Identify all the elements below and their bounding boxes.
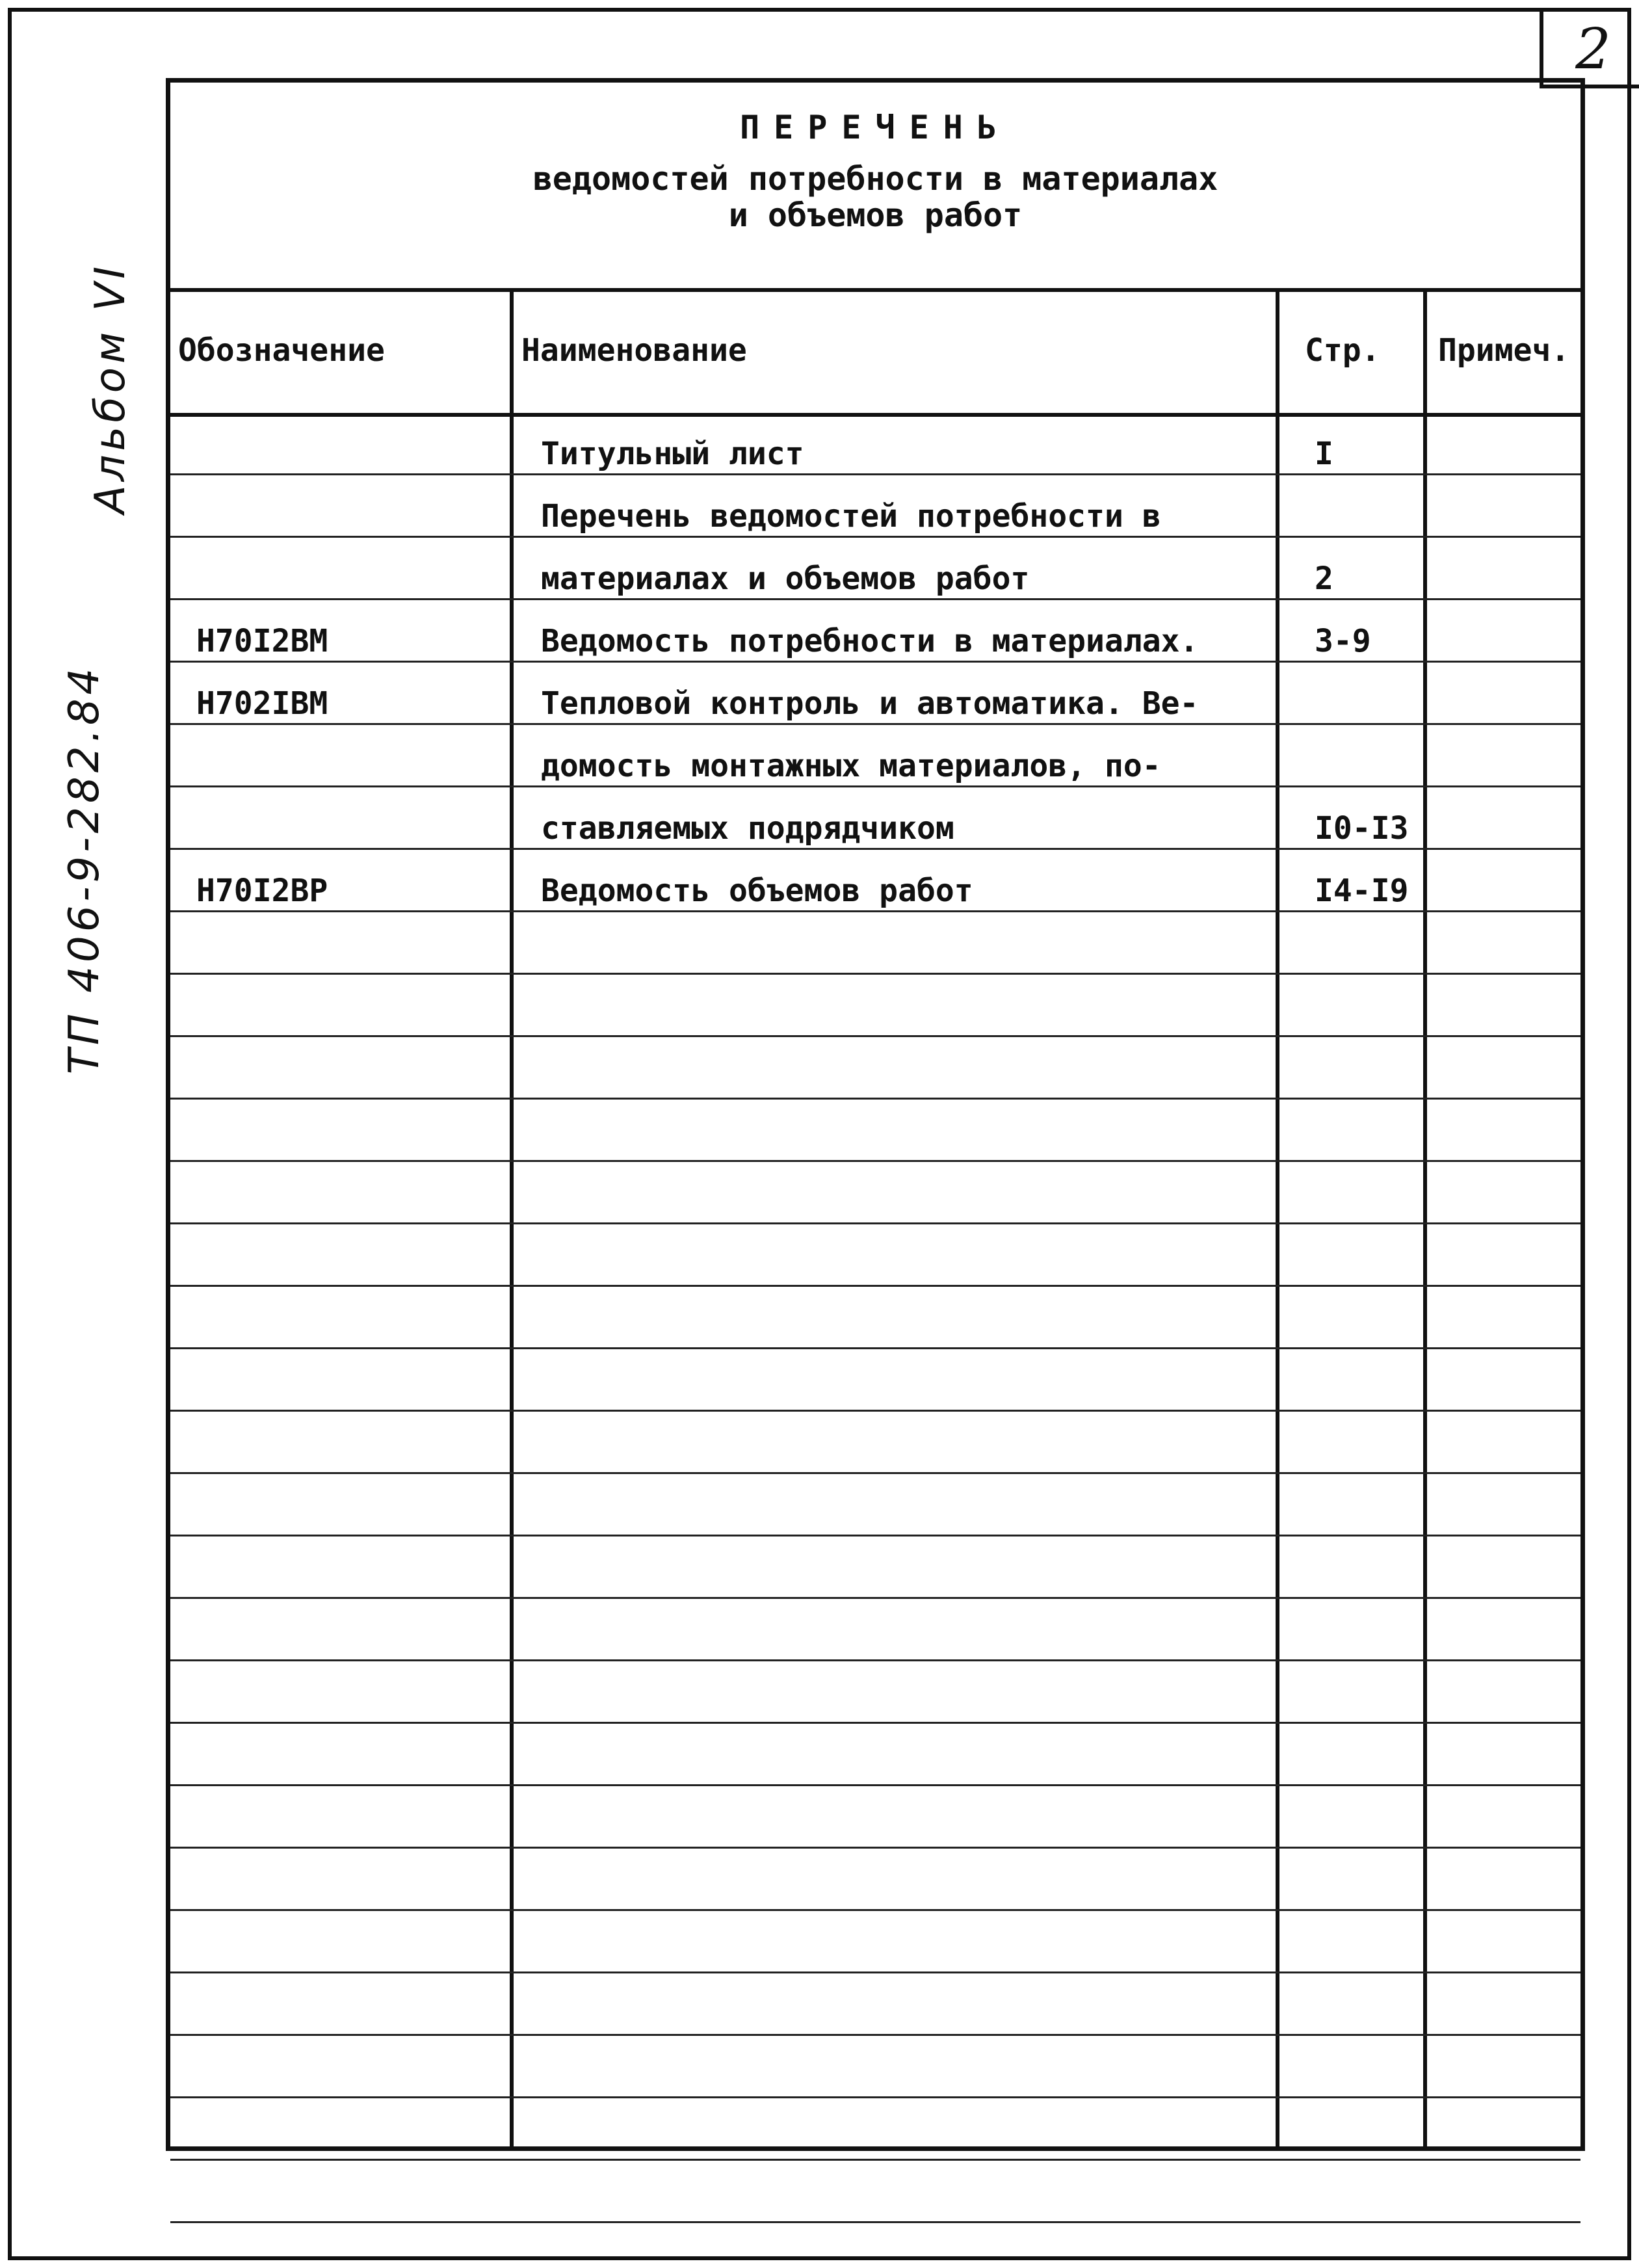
cell-name: домость монтажных материалов, по- [541,748,1161,784]
table-row [170,1224,1580,1287]
table-row [170,1349,1580,1412]
table-row [170,1973,1580,2036]
table-row [170,538,1580,600]
cell-name: Перечень ведомостей потребности в [541,498,1161,534]
cell-designation: Н70I2ВР [196,873,328,909]
cell-name: материалах и объемов работ [541,560,1030,597]
cell-name: ставляемых подрядчиком [541,810,954,847]
table-row [170,1100,1580,1162]
document-subtitle [170,161,1580,233]
page-number: 2 [1575,17,1611,82]
cell-name: Ведомость потребности в материалах. [541,623,1199,659]
column-header-designation: Обозначение [178,332,385,369]
document-header [170,83,1580,292]
cell-name: Титульный лист [541,436,804,472]
table-row [170,725,1580,787]
cell-page: I [1315,436,1333,472]
table-row [170,475,1580,538]
cell-page: 2 [1315,560,1333,597]
table-row [170,1412,1580,1474]
subtitle-line-2: и объемов работ [728,196,1023,234]
table-row [170,663,1580,725]
cell-name: Ведомость объемов работ [541,873,973,909]
table-row [170,1287,1580,1349]
table-row [170,413,1580,475]
table-row [170,787,1580,850]
project-code-label: ТП 406-9-282.84 [60,664,109,1075]
table-row [170,912,1580,975]
document-table [166,78,1585,2151]
column-header-name: Наименование [521,332,747,369]
cell-page: I0-I3 [1315,810,1409,847]
table-row [170,1474,1580,1536]
column-header-note: Примеч. [1438,332,1570,369]
table-row [170,1849,1580,1911]
cell-designation: Н702IВМ [196,685,328,722]
table-row [170,1599,1580,1661]
cell-page: 3-9 [1315,623,1371,659]
album-label: Альбом VI [86,262,135,514]
table-row [170,2098,1580,2161]
table-body [170,413,1580,2146]
column-header-page: Стр. [1305,332,1380,369]
cell-name: Тепловой контроль и автоматика. Ве- [541,685,1199,722]
table-row [170,850,1580,912]
table-row [170,2036,1580,2098]
table-row [170,1037,1580,1100]
table-row [170,1786,1580,1849]
table-row [170,1661,1580,1724]
table-row [170,975,1580,1037]
table-row [170,1911,1580,1973]
page-number-box [1540,12,1639,88]
cell-designation: Н70I2ВМ [196,623,328,659]
column-headers [170,288,1580,417]
table-row [170,600,1580,663]
table-row [170,1536,1580,1599]
table-row [170,1162,1580,1224]
table-row [170,1724,1580,1786]
cell-page: I4-I9 [1315,873,1409,909]
table-row [170,2161,1580,2223]
document-title: ПЕРЕЧЕНЬ [740,109,1011,146]
subtitle-line-1: ведомостей потребности в материалах [532,160,1218,198]
